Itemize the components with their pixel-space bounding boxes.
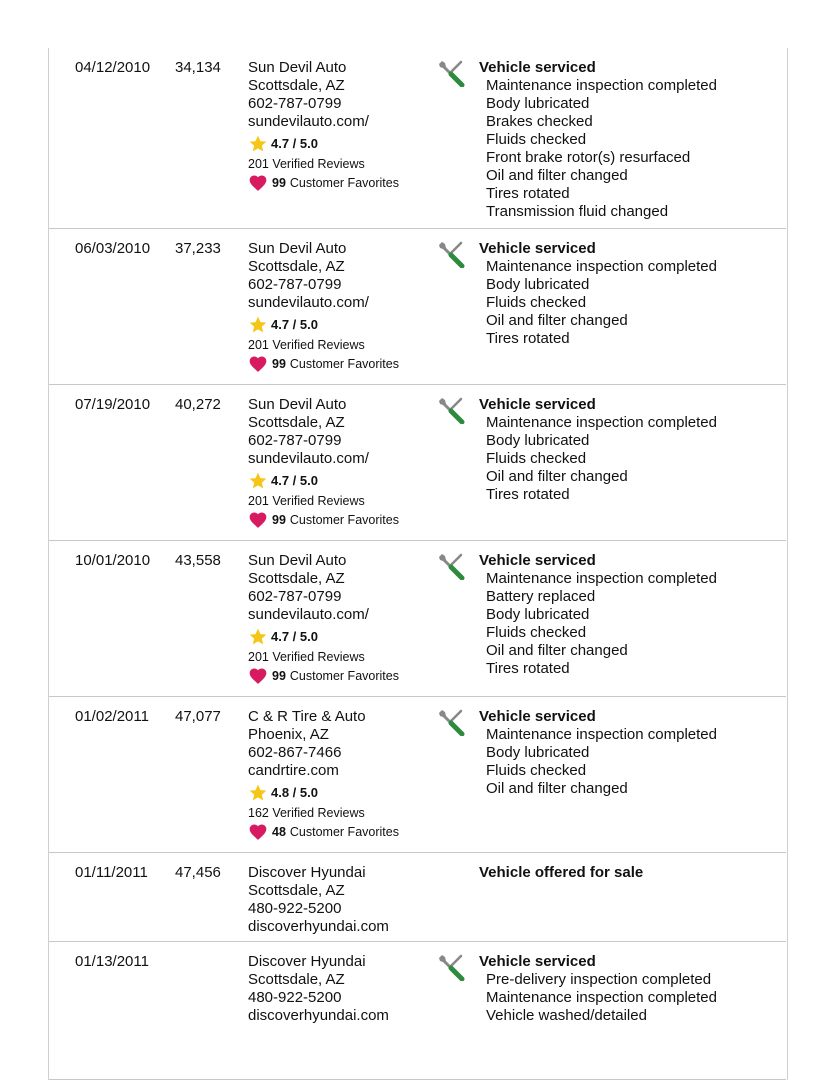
service-details bbox=[479, 864, 643, 882]
customer-favorites bbox=[248, 510, 448, 530]
service-item: Maintenance inspection completed bbox=[486, 414, 717, 431]
shop-location: Scottsdale, AZ bbox=[248, 570, 345, 587]
star-icon bbox=[248, 627, 268, 647]
service-item: Oil and filter changed bbox=[486, 167, 628, 184]
rating-value: 4.8 / 5.0 bbox=[271, 785, 318, 800]
heart-icon bbox=[248, 173, 268, 193]
service-item: Battery replaced bbox=[486, 588, 596, 605]
service-date: 04/12/2010 bbox=[75, 59, 151, 76]
service-date: 06/03/2010 bbox=[75, 240, 151, 257]
shop-info bbox=[248, 552, 448, 686]
favorites-label: Customer Favorites bbox=[289, 357, 399, 371]
shop-website-link[interactable]: sundevilauto.com/ bbox=[248, 606, 369, 623]
history-row bbox=[49, 942, 786, 1080]
service-item: Oil and filter changed bbox=[486, 780, 628, 797]
service-item: Tires rotated bbox=[486, 660, 570, 677]
shop-location: Phoenix, AZ bbox=[248, 726, 329, 743]
service-item: Tires rotated bbox=[486, 486, 570, 503]
mileage: 37,233 bbox=[175, 240, 221, 257]
shop-name: Sun Devil Auto bbox=[248, 59, 347, 76]
star-icon bbox=[248, 783, 268, 803]
history-row bbox=[49, 541, 786, 697]
favorites-count: 99 bbox=[272, 669, 286, 683]
heart-icon bbox=[248, 822, 268, 842]
rating-value: 4.7 / 5.0 bbox=[271, 473, 318, 488]
shop-rating bbox=[248, 134, 448, 154]
shop-phone: 480-922-5200 bbox=[248, 900, 342, 917]
service-item: Fluids checked bbox=[486, 131, 587, 148]
favorites-count: 99 bbox=[272, 357, 286, 371]
rating-value: 4.7 / 5.0 bbox=[271, 136, 318, 151]
service-item: Tires rotated bbox=[486, 185, 570, 202]
service-item: Pre-delivery inspection completed bbox=[486, 971, 712, 988]
history-row bbox=[49, 853, 786, 942]
shop-rating bbox=[248, 627, 448, 647]
verified-reviews: 201 Verified Reviews bbox=[248, 157, 365, 171]
wrench-screwdriver-icon bbox=[437, 552, 465, 580]
star-icon bbox=[248, 134, 268, 154]
history-row bbox=[49, 385, 786, 541]
service-item: Brakes checked bbox=[486, 113, 593, 130]
verified-reviews: 201 Verified Reviews bbox=[248, 650, 365, 664]
favorites-count: 48 bbox=[272, 825, 286, 839]
shop-location: Scottsdale, AZ bbox=[248, 77, 345, 94]
favorites-count: 99 bbox=[272, 176, 286, 190]
shop-info bbox=[248, 953, 448, 1025]
mileage: 40,272 bbox=[175, 396, 221, 413]
verified-reviews: 201 Verified Reviews bbox=[248, 494, 365, 508]
favorites-label: Customer Favorites bbox=[289, 176, 399, 190]
mileage: 47,456 bbox=[175, 864, 221, 881]
mileage: 47,077 bbox=[175, 708, 221, 725]
shop-name: Sun Devil Auto bbox=[248, 552, 347, 569]
favorites-count: 99 bbox=[272, 513, 286, 527]
mileage: 34,134 bbox=[175, 59, 221, 76]
favorites-label: Customer Favorites bbox=[289, 825, 399, 839]
service-item: Body lubricated bbox=[486, 276, 590, 293]
service-date: 01/02/2011 bbox=[75, 708, 149, 725]
shop-location: Scottsdale, AZ bbox=[248, 971, 345, 988]
shop-phone: 602-867-7466 bbox=[248, 744, 342, 761]
service-item: Body lubricated bbox=[486, 606, 590, 623]
favorites-label: Customer Favorites bbox=[289, 513, 399, 527]
heart-icon bbox=[248, 354, 268, 374]
service-details bbox=[479, 953, 717, 1025]
event-title: Vehicle serviced bbox=[479, 240, 596, 257]
customer-favorites bbox=[248, 173, 448, 193]
history-row bbox=[49, 48, 786, 229]
shop-info bbox=[248, 396, 448, 530]
wrench-screwdriver-icon bbox=[437, 59, 465, 87]
shop-phone: 602-787-0799 bbox=[248, 276, 342, 293]
shop-phone: 480-922-5200 bbox=[248, 989, 342, 1006]
service-item: Body lubricated bbox=[486, 744, 590, 761]
shop-website-link[interactable]: discoverhyundai.com bbox=[248, 918, 389, 935]
service-item: Oil and filter changed bbox=[486, 312, 628, 329]
service-date: 10/01/2010 bbox=[75, 552, 151, 569]
favorites-label: Customer Favorites bbox=[289, 669, 399, 683]
shop-phone: 602-787-0799 bbox=[248, 95, 342, 112]
service-details bbox=[479, 552, 717, 678]
customer-favorites bbox=[248, 354, 448, 374]
shop-website-link[interactable]: sundevilauto.com/ bbox=[248, 450, 369, 467]
service-item: Maintenance inspection completed bbox=[486, 989, 717, 1006]
service-details bbox=[479, 396, 717, 504]
shop-name: Discover Hyundai bbox=[248, 953, 366, 970]
service-item: Front brake rotor(s) resurfaced bbox=[486, 149, 691, 166]
customer-favorites bbox=[248, 666, 448, 686]
event-title: Vehicle offered for sale bbox=[479, 864, 644, 881]
heart-icon bbox=[248, 666, 268, 686]
heart-icon bbox=[248, 510, 268, 530]
service-item: Oil and filter changed bbox=[486, 642, 628, 659]
service-date: 07/19/2010 bbox=[75, 396, 151, 413]
shop-info bbox=[248, 864, 448, 936]
service-details bbox=[479, 240, 717, 348]
service-item: Fluids checked bbox=[486, 762, 587, 779]
shop-rating bbox=[248, 471, 448, 491]
service-date: 01/11/2011 bbox=[75, 864, 148, 881]
shop-name: Sun Devil Auto bbox=[248, 240, 347, 257]
rating-value: 4.7 / 5.0 bbox=[271, 629, 318, 644]
service-details bbox=[479, 708, 717, 798]
shop-location: Scottsdale, AZ bbox=[248, 882, 345, 899]
service-item: Vehicle washed/detailed bbox=[486, 1007, 647, 1024]
shop-location: Scottsdale, AZ bbox=[248, 414, 345, 431]
service-item: Oil and filter changed bbox=[486, 468, 628, 485]
wrench-screwdriver-icon bbox=[437, 953, 465, 981]
history-row bbox=[49, 229, 786, 385]
event-title: Vehicle serviced bbox=[479, 396, 596, 413]
service-details bbox=[479, 59, 717, 221]
shop-name: Sun Devil Auto bbox=[248, 396, 347, 413]
shop-rating bbox=[248, 783, 448, 803]
service-item: Body lubricated bbox=[486, 95, 590, 112]
star-icon bbox=[248, 471, 268, 491]
shop-info bbox=[248, 240, 448, 374]
service-date: 01/13/2011 bbox=[75, 953, 149, 970]
shop-website-link[interactable]: sundevilauto.com/ bbox=[248, 294, 369, 311]
mileage: 43,558 bbox=[175, 552, 221, 569]
customer-favorites bbox=[248, 822, 448, 842]
shop-name: C & R Tire & Auto bbox=[248, 708, 366, 725]
shop-name: Discover Hyundai bbox=[248, 864, 366, 881]
wrench-screwdriver-icon bbox=[437, 240, 465, 268]
service-item: Maintenance inspection completed bbox=[486, 726, 717, 743]
star-icon bbox=[248, 315, 268, 335]
service-item: Fluids checked bbox=[486, 450, 587, 467]
service-item: Fluids checked bbox=[486, 624, 587, 641]
service-item: Body lubricated bbox=[486, 432, 590, 449]
shop-phone: 602-787-0799 bbox=[248, 432, 342, 449]
shop-info bbox=[248, 59, 448, 193]
wrench-screwdriver-icon bbox=[437, 396, 465, 424]
service-item: Fluids checked bbox=[486, 294, 587, 311]
shop-website-link[interactable]: sundevilauto.com/ bbox=[248, 113, 369, 130]
verified-reviews: 201 Verified Reviews bbox=[248, 338, 365, 352]
event-title: Vehicle serviced bbox=[479, 953, 596, 970]
verified-reviews: 162 Verified Reviews bbox=[248, 806, 365, 820]
shop-phone: 602-787-0799 bbox=[248, 588, 342, 605]
rating-value: 4.7 / 5.0 bbox=[271, 317, 318, 332]
service-item: Maintenance inspection completed bbox=[486, 77, 717, 94]
shop-website-link[interactable]: candrtire.com bbox=[248, 762, 339, 779]
shop-website-link[interactable]: discoverhyundai.com bbox=[248, 1007, 389, 1024]
wrench-screwdriver-icon bbox=[437, 708, 465, 736]
service-item: Maintenance inspection completed bbox=[486, 570, 717, 587]
event-title: Vehicle serviced bbox=[479, 59, 596, 76]
shop-rating bbox=[248, 315, 448, 335]
shop-info bbox=[248, 708, 448, 842]
history-row bbox=[49, 697, 786, 853]
service-item: Tires rotated bbox=[486, 330, 570, 347]
service-item: Transmission fluid changed bbox=[486, 203, 669, 220]
service-item: Maintenance inspection completed bbox=[486, 258, 717, 275]
shop-location: Scottsdale, AZ bbox=[248, 258, 345, 275]
event-title: Vehicle serviced bbox=[479, 552, 596, 569]
event-title: Vehicle serviced bbox=[479, 708, 596, 725]
